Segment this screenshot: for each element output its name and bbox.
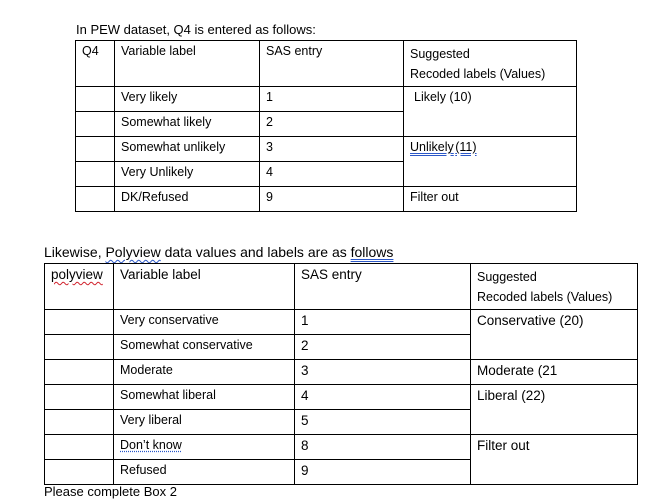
row-sas: 3	[260, 137, 404, 162]
row-label: Very Unlikely	[115, 162, 260, 187]
header-suggested	[471, 264, 638, 310]
row-label: Somewhat likely	[115, 112, 260, 137]
row-sas: 9	[295, 460, 471, 485]
table-row	[45, 310, 638, 335]
table2-caption	[44, 244, 393, 260]
recode-moderate: Moderate (21	[471, 360, 638, 385]
row-sas: 1	[260, 87, 404, 112]
caption2-prefix: Likewise,	[44, 244, 106, 260]
table-row	[76, 137, 577, 162]
caption2-follows: follows	[350, 244, 394, 260]
row-sas: 4	[260, 162, 404, 187]
table-row	[45, 435, 638, 460]
row-sas: 2	[260, 112, 404, 137]
row-sas: 5	[295, 410, 471, 435]
row-sas: 1	[295, 310, 471, 335]
row-label: Moderate	[114, 360, 295, 385]
row-sas: 8	[295, 435, 471, 460]
row-label	[114, 435, 295, 460]
row-sas: 4	[295, 385, 471, 410]
recode-filter: Filter out	[471, 435, 638, 485]
row-sas: 2	[295, 335, 471, 360]
row-label: Somewhat liberal	[114, 385, 295, 410]
header-suggested	[404, 41, 577, 87]
recode-unlikely	[404, 137, 577, 187]
recode-unlikely-value: (11)	[455, 140, 477, 154]
row-sas: 9	[260, 187, 404, 212]
header-variable-label: Variable label	[114, 264, 295, 310]
caption2-polyview: Polyview	[105, 244, 161, 260]
recode-filter: Filter out	[404, 187, 577, 212]
table-row	[76, 187, 577, 212]
pew-q4-table	[75, 40, 577, 212]
row-label: Somewhat conservative	[114, 335, 295, 360]
header-q4: Q4	[76, 41, 115, 87]
header-variable-label: Variable label	[115, 41, 260, 87]
table-row	[45, 385, 638, 410]
row-label: Refused	[114, 460, 295, 485]
polyview-table	[44, 263, 638, 485]
header-suggested-line2: Recoded labels (Values)	[477, 290, 613, 304]
row-label: Very likely	[115, 87, 260, 112]
caption2-middle: data values and labels are as	[160, 244, 351, 260]
table1-caption: In PEW dataset, Q4 is entered as follows:	[76, 22, 316, 37]
header-sas-entry: SAS entry	[260, 41, 404, 87]
table-header-row	[45, 264, 638, 310]
row-sas: 3	[295, 360, 471, 385]
row-label: DK/Refused	[115, 187, 260, 212]
header-polyview	[45, 264, 114, 310]
header-suggested-line1: Suggested	[477, 270, 537, 284]
table-row	[45, 360, 638, 385]
header-polyview-text: polyview	[51, 267, 103, 282]
row-label: Somewhat unlikely	[115, 137, 260, 162]
recode-conservative: Conservative (20)	[471, 310, 638, 360]
recode-unlikely-word: Unlikely	[410, 140, 454, 154]
row-label-text: Don’t know	[120, 438, 182, 452]
recode-liberal: Liberal (22)	[471, 385, 638, 435]
footer-text: Please complete Box 2	[44, 484, 177, 499]
table-header-row	[76, 41, 577, 87]
row-label: Very conservative	[114, 310, 295, 335]
recode-likely: Likely (10)	[404, 87, 577, 137]
header-sas-entry: SAS entry	[295, 264, 471, 310]
header-suggested-line1: Suggested	[410, 47, 470, 61]
row-label: Very liberal	[114, 410, 295, 435]
table-row	[76, 87, 577, 112]
header-suggested-line2: Recoded labels (Values)	[410, 67, 546, 81]
